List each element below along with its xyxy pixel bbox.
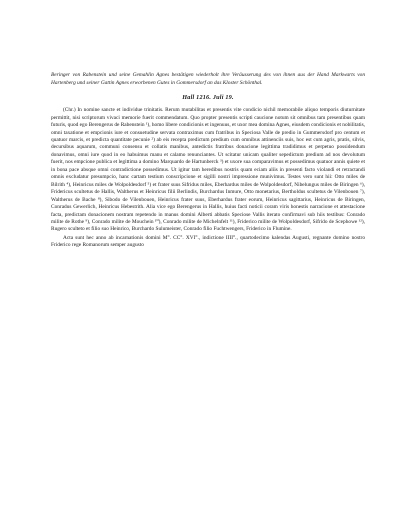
dateline: Hall 1216. Juli 19. [182, 94, 234, 102]
document-page [51, 72, 365, 250]
charter-closing: Acta sunt hec anno ab incarnationis domini M°. CC°. XVI°., indictione IIII°., quartodecimo kalendas Augusti, regnante domino nostro Friderico rege Romanorum semper augusto [51, 234, 365, 249]
charter-body: (Chr.) In nomine sancte et individue trinitatis. Rerum mutabilitas et presentis vite condicio nichil memorabile aliquo temporis diuturnitate permittit, nisi scriptorum vivaci memorie fuerit commendatum. Quo propter presentis scripti caucione notum sit omnibus tam presentibus quam futuris, quod ego Berengerus de Rabenstein ¹), homo libere condicionis et ingenuus, et uxor mea domina Agnes, eiusdem condicionis et nobilitatis, omni taxatione et empcionis iure et consuetudine servata contraximus cum fratribus in Speciosa Valle de predio in Gummersdorf pro centum et quatuor marcis, et predicta quantitate pecunie ²) ab eis recepta predictum predium cum omnibus attinenciis suis, hoc est cum agris, pratis, silvis, decursibus aquarum, communi consensu et collatis manibus, antedictis fratribus donacione legittima tradidimus et perpetuo possidendum donavimus, omni iure quod in eo habuimus manu et calamo renunciantes. Ut scitatur unicam qualiter sepedictum predium ad nos devolutum fuerit, nos empcione publica et legittima a domino Marquardo de Hartunberck ³) et uxore sua comparavimus et possedimus quatuor annis quiete et in bona pace absque omni contradictione possedimus. Ut igitur tam heredibus nostris quam eciam aliis in presenti facto violandi et retractandi omnis excludatur presumpcio, hanc cartam testium conscripcione et sigilli nostri impressione munivimus. Testes vero sunt hii: Otto miles de Bilrith ⁴), Heinricus miles de Wolpoldesdorf ⁵) et frater suus Sifridus miles, Eberhardus miles de Wolpoldesdorf, Nibelungus miles de Biringen ⁶), Fridericus scultetus de Hallis, Waltherus et Heinricus filii Berlindis, Burchardus Inmure, Otto monetarius, Bertholdus scultetus de Vilenbouen ⁷), Waltherus de Bache ⁸), Sibodo de Vilenbouen, Heinricus frater suus, Eberhardus frater eorum, Heinricus sagittarius, Heinricus de Biringen, Conradus Gewerlich, Heinricus Hebestrith. Alia vice ego Berengerus in Hallis, huius facti noticii coram viris honestis narracione et attestacione facta, predictam donacionem nostram repetendo in manus domini Alberti abbatis Speciose Vallis iterato confirmavi sub hiis testibus: Conrado milite de Rothe ⁹), Conrado milite de Mouchein ¹⁰), Conrado milite de Michelnfelt ¹¹), Friderico milite de Wolpoldesdorf, Sifrido de Scephowe ¹²), Rugero sculteto et filio suo Heinrico, Burchardo Sulumeister, Conrado filio Fuchtwengers, Friderico in Flumine. [51, 107, 365, 233]
regest-summary: Beringer von Rabenstein und seine Gemahlin Agnes bestätigen wiederholt ihre Veräusserung des von ihnen aus der Hand Markwarts von Hartenberg und seiner Gattin Agnes erworbenen Gutes in Gommersdorf an das Kloster Schönthal. [51, 72, 365, 86]
